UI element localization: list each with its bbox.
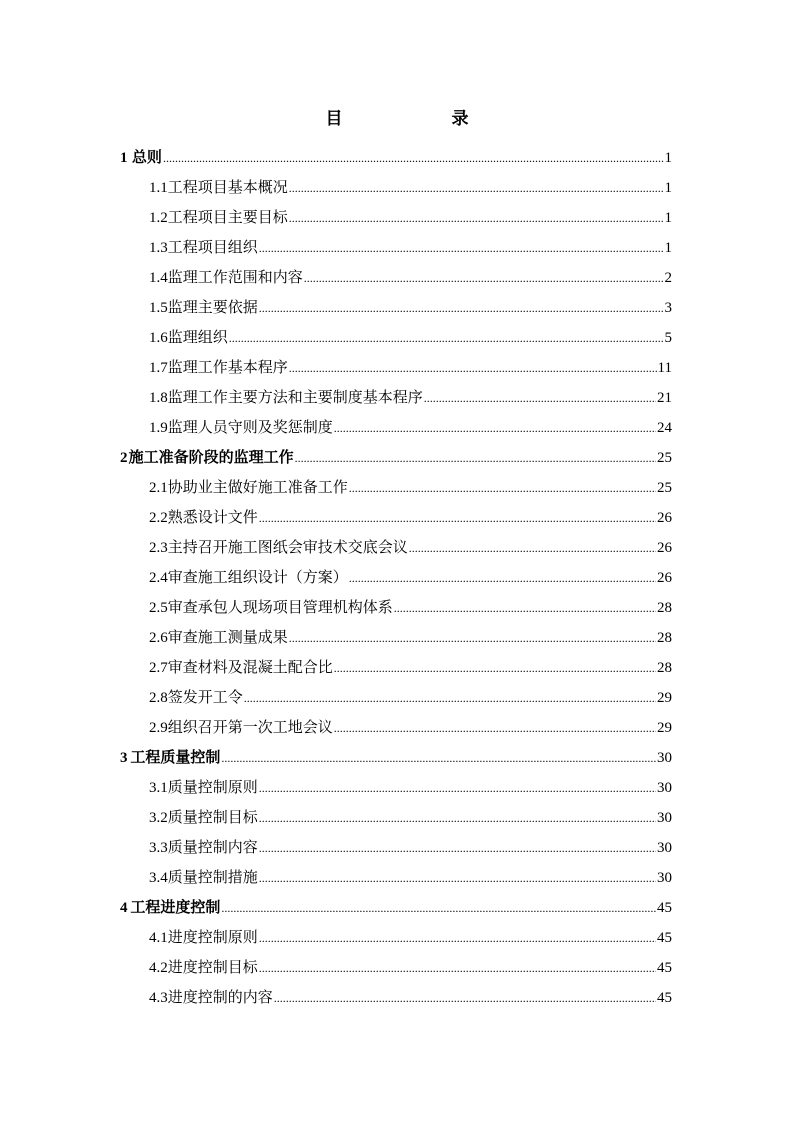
toc-dot-leader [244, 683, 656, 713]
toc-chapter-entry[interactable] [120, 442, 672, 472]
toc-page-number: 30 [657, 870, 672, 886]
toc-dot-leader [289, 173, 664, 203]
toc-chapter-entry[interactable] [120, 742, 672, 772]
toc-dot-leader [349, 473, 656, 503]
toc-entry-title: 总则 [131, 148, 162, 166]
toc-entry-number: 4.3 [149, 990, 168, 1006]
toc-entry-title: 签发开工令 [167, 688, 243, 706]
toc-entry-title: 监理工作范围和内容 [167, 268, 303, 286]
toc-dot-leader [394, 593, 656, 623]
toc-page-number: 30 [657, 780, 672, 796]
toc-page-number: 21 [657, 390, 672, 406]
toc-entry-number: 2.3 [149, 540, 168, 556]
toc-entry-title: 质量控制措施 [167, 868, 258, 886]
toc-entry-number: 1.3 [149, 240, 168, 256]
toc-section-entry[interactable] [120, 802, 672, 832]
toc-entry-title: 监理工作主要方法和主要制度基本程序 [167, 388, 423, 406]
toc-entry-title: 审查施工测量成果 [167, 628, 288, 646]
toc-dot-leader [163, 143, 664, 173]
toc-dot-leader [274, 983, 656, 1013]
toc-entry-title: 审查材料及混凝土配合比 [167, 658, 333, 676]
toc-entry-number: 1.6 [149, 330, 168, 346]
toc-entry-title: 工程质量控制 [130, 748, 221, 766]
toc-section-entry[interactable] [120, 562, 672, 592]
toc-entry-title: 主持召开施工图纸会审技术交底会议 [167, 538, 408, 556]
toc-section-entry[interactable] [120, 982, 672, 1012]
toc-entry-number: 3.1 [149, 780, 168, 796]
toc-section-entry[interactable] [120, 952, 672, 982]
toc-entry-number: 1.8 [149, 390, 168, 406]
toc-entry-title: 工程进度控制 [130, 898, 221, 916]
toc-section-entry[interactable] [120, 292, 672, 322]
toc-page-number: 26 [657, 510, 672, 526]
toc-dot-leader [259, 863, 656, 893]
toc-page-number: 30 [657, 840, 672, 856]
toc-page-number: 28 [657, 600, 672, 616]
toc-entry-title: 施工准备阶段的监理工作 [128, 448, 294, 466]
toc-section-entry[interactable] [120, 352, 672, 382]
toc-entry-number: 4.2 [149, 960, 168, 976]
toc-page-number: 45 [657, 960, 672, 976]
toc-entry-number: 3 [120, 750, 128, 766]
toc-section-entry[interactable] [120, 202, 672, 232]
toc-dot-leader [221, 743, 656, 773]
toc-dot-leader [221, 893, 656, 923]
toc-dot-leader [259, 833, 656, 863]
toc-entry-title: 工程项目主要目标 [167, 208, 288, 226]
toc-page-number: 28 [657, 630, 672, 646]
toc-dot-leader [259, 293, 664, 323]
toc-dot-leader [424, 383, 656, 413]
toc-chapter-entry[interactable] [120, 892, 672, 922]
toc-entry-title: 工程项目基本概况 [167, 178, 288, 196]
toc-entry-number: 1.9 [149, 420, 168, 436]
toc-section-entry[interactable] [120, 232, 672, 262]
toc-entry-title: 监理工作基本程序 [167, 358, 288, 376]
toc-section-entry[interactable] [120, 592, 672, 622]
toc-page-number: 28 [657, 660, 672, 676]
toc-page-number: 3 [664, 300, 672, 316]
toc-section-entry[interactable] [120, 652, 672, 682]
toc-dot-leader [295, 443, 656, 473]
toc-dot-leader [334, 413, 656, 443]
toc-entry-number: 2.7 [149, 660, 168, 676]
toc-page-number: 26 [657, 540, 672, 556]
toc-page-number: 1 [664, 180, 672, 196]
toc-entry-number: 1 [120, 150, 128, 166]
toc-dot-leader [349, 563, 656, 593]
toc-dot-leader [259, 773, 656, 803]
toc-section-entry[interactable] [120, 532, 672, 562]
toc-entry-number: 2.9 [149, 720, 168, 736]
toc-page-number: 45 [657, 990, 672, 1006]
toc-dot-leader [259, 233, 664, 263]
toc-dot-leader [289, 353, 657, 383]
toc-section-entry[interactable] [120, 862, 672, 892]
toc-section-entry[interactable] [120, 382, 672, 412]
toc-entry-title: 组织召开第一次工地会议 [167, 718, 333, 736]
toc-dot-leader [289, 203, 664, 233]
toc-dot-leader [259, 503, 656, 533]
toc-entry-title: 审查施工组织设计（方案） [167, 568, 348, 586]
toc-entry-title: 审查承包人现场项目管理机构体系 [167, 598, 393, 616]
toc-page-number: 45 [657, 930, 672, 946]
toc-section-entry[interactable] [120, 502, 672, 532]
toc-entry-number: 2.5 [149, 600, 168, 616]
toc-entry-number: 4.1 [149, 930, 168, 946]
toc-section-entry[interactable] [120, 682, 672, 712]
toc-page-number: 2 [664, 270, 672, 286]
toc-entry-title: 进度控制的内容 [167, 988, 273, 1006]
toc-section-entry[interactable] [120, 412, 672, 442]
toc-section-entry[interactable] [120, 472, 672, 502]
toc-entry-number: 3.3 [149, 840, 168, 856]
toc-entry-title: 进度控制目标 [167, 958, 258, 976]
toc-entry-number: 2 [120, 450, 128, 466]
toc-dot-leader [289, 623, 656, 653]
toc-section-entry[interactable] [120, 262, 672, 292]
toc-entry-title: 监理组织 [167, 328, 228, 346]
toc-page-number: 30 [657, 750, 672, 766]
toc-entry-number: 3.2 [149, 810, 168, 826]
toc-page-number: 1 [664, 150, 672, 166]
toc-dot-leader [259, 803, 656, 833]
toc-page-number: 29 [657, 720, 672, 736]
toc-section-entry[interactable] [120, 712, 672, 742]
toc-section-entry[interactable] [120, 772, 672, 802]
toc-entry-number: 1.5 [149, 300, 168, 316]
toc-entry-number: 1.7 [149, 360, 168, 376]
toc-entry-number: 2.4 [149, 570, 168, 586]
toc-title: 目 录 [325, 109, 515, 129]
toc-page-number: 29 [657, 690, 672, 706]
toc-page-number: 11 [657, 360, 672, 376]
toc-page-number: 30 [657, 810, 672, 826]
toc-page-number: 45 [657, 900, 672, 916]
toc-entry-number: 1.1 [149, 180, 168, 196]
toc-entry-title: 质量控制内容 [167, 838, 258, 856]
toc-entry-number: 1.4 [149, 270, 168, 286]
toc-entry-number: 4 [120, 900, 128, 916]
toc-page-number: 5 [664, 330, 672, 346]
toc-entry-number: 1.2 [149, 210, 168, 226]
toc-entry-number: 2.8 [149, 690, 168, 706]
toc-entry-title: 监理人员守则及奖惩制度 [167, 418, 333, 436]
toc-entry-title: 质量控制原则 [167, 778, 258, 796]
toc-entry-number: 2.6 [149, 630, 168, 646]
toc-page-number: 1 [664, 240, 672, 256]
toc-dot-leader [409, 533, 656, 563]
toc-entry-title: 监理主要依据 [167, 298, 258, 316]
toc-dot-leader [259, 923, 656, 953]
toc-entry-title: 工程项目组织 [167, 238, 258, 256]
toc-list [120, 142, 672, 1012]
toc-entry-title: 质量控制目标 [167, 808, 258, 826]
toc-dot-leader [259, 953, 656, 983]
toc-page-number: 25 [657, 480, 672, 496]
toc-page-number: 24 [657, 420, 672, 436]
toc-dot-leader [304, 263, 664, 293]
toc-chapter-entry[interactable] [120, 142, 672, 172]
toc-entry-number: 2.1 [149, 480, 168, 496]
toc-entry-title: 进度控制原则 [167, 928, 258, 946]
toc-entry-number: 2.2 [149, 510, 168, 526]
toc-page-number: 26 [657, 570, 672, 586]
toc-section-entry[interactable] [120, 172, 672, 202]
toc-dot-leader [334, 713, 656, 743]
toc-page-number: 25 [657, 450, 672, 466]
toc-entry-title: 协助业主做好施工准备工作 [167, 478, 348, 496]
toc-entry-title: 熟悉设计文件 [167, 508, 258, 526]
toc-section-entry[interactable] [120, 922, 672, 952]
toc-page-number: 1 [664, 210, 672, 226]
toc-entry-number: 3.4 [149, 870, 168, 886]
toc-section-entry[interactable] [120, 622, 672, 652]
toc-section-entry[interactable] [120, 322, 672, 352]
toc-dot-leader [334, 653, 656, 683]
toc-section-entry[interactable] [120, 832, 672, 862]
toc-dot-leader [229, 323, 664, 353]
